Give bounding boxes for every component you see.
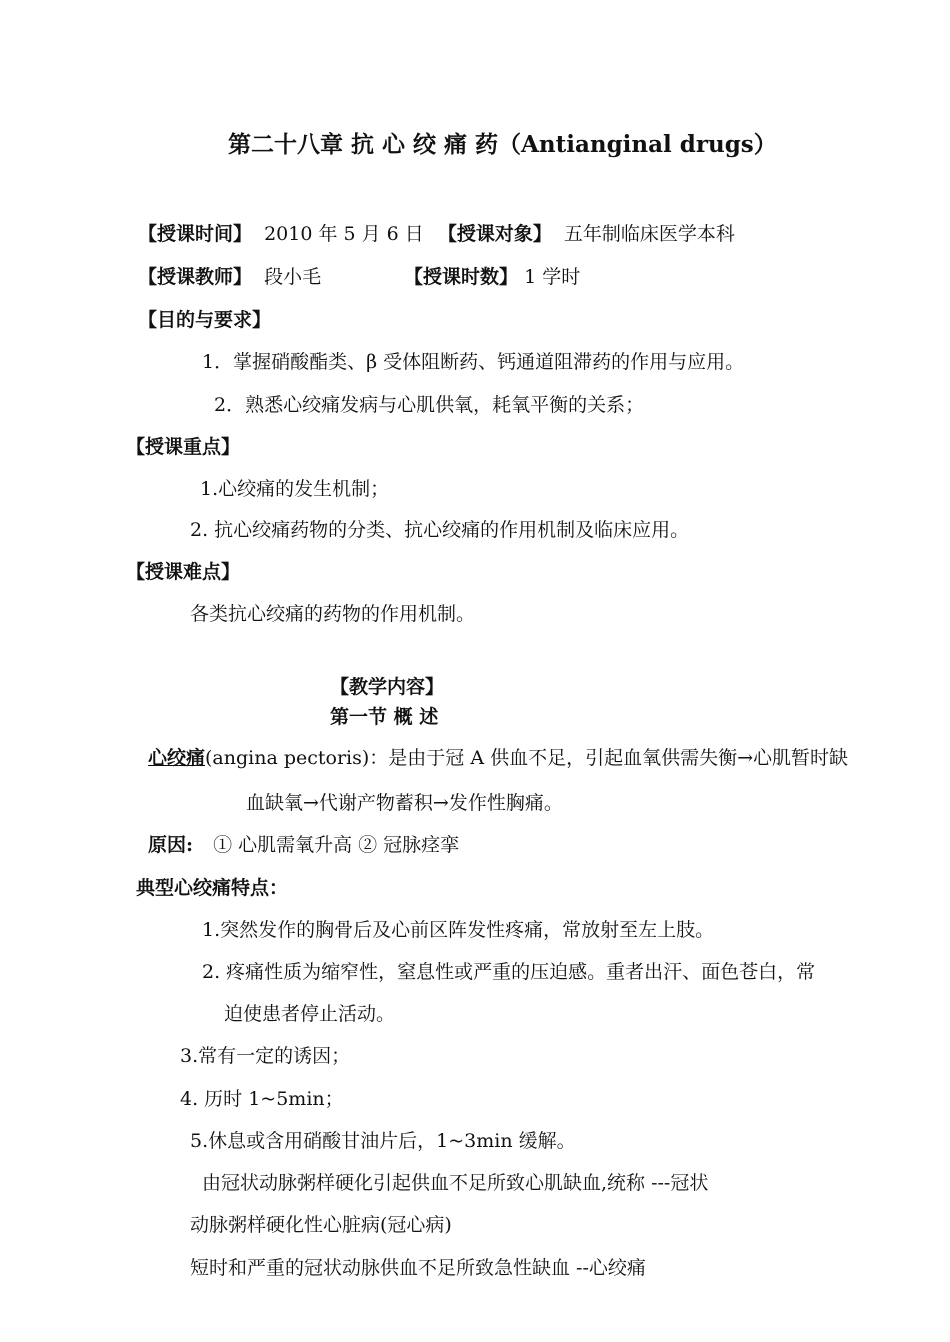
info-line-2	[138, 264, 321, 290]
objective-item-1: 1．掌握硝酸酯类、β 受体阻断药、钙通道阻滞药的作用与应用。	[202, 351, 745, 373]
info-hours	[404, 264, 580, 290]
feature-item-3: 3.常有一定的诱因；	[180, 1045, 351, 1067]
causes-label: 原因:	[148, 834, 194, 856]
difficulties-heading: 【授课难点】	[126, 561, 241, 583]
key-point-item-2: 2. 抗心绞痛药物的分类、抗心绞痛的作用机制及临床应用。	[190, 519, 690, 541]
feature-item-5: 5.休息或含用硝酸甘油片后，1~3min 缓解。	[190, 1130, 576, 1152]
note-line-3: 短时和严重的冠状动脉供血不足所致急性缺血 --心绞痛	[190, 1257, 646, 1279]
section-title: 第一节 概 述	[330, 706, 439, 728]
objective-item-2: 2．熟悉心绞痛发病与心肌供氧，耗氧平衡的关系；	[214, 394, 645, 416]
time-value: 2010 年 5 月 6 日	[264, 223, 424, 245]
causes-text: ① 心肌需氧升高 ② 冠脉痉挛	[213, 834, 460, 856]
key-points-heading: 【授课重点】	[126, 436, 241, 458]
note-line-1: 由冠状动脉粥样硬化引起供血不足所致心肌缺血,统称 ---冠状	[202, 1172, 709, 1194]
causes-line	[148, 832, 459, 858]
objectives-heading: 【目的与要求】	[138, 309, 272, 331]
info-line-1	[138, 221, 735, 247]
audience-label: 【授课对象】	[437, 223, 552, 245]
feature-item-4: 4. 历时 1~5min；	[180, 1088, 344, 1110]
definition-text: (angina pectoris)：是由于冠 A 供血不足，引起血氧供需失衡→心肌暂时缺	[205, 747, 849, 769]
feature-item-2-cont: 迫使患者停止活动。	[224, 1003, 396, 1025]
difficulty-item-1: 各类抗心绞痛的药物的作用机制。	[190, 603, 476, 625]
teacher-label: 【授课教师】	[138, 266, 253, 288]
hours-label: 【授课时数】	[404, 266, 519, 288]
hours-value: 1 学时	[524, 266, 581, 288]
feature-item-2: 2. 疼痛性质为缩窄性，窒息性或严重的压迫感。重者出汗、面色苍白，常	[202, 961, 816, 983]
definition-line-2: 血缺氧→代谢产物蓄积→发作性胸痛。	[246, 792, 563, 814]
feature-item-1: 1.突然发作的胸骨后及心前区阵发性疼痛，常放射至左上肢。	[202, 919, 715, 941]
audience-value: 五年制临床医学本科	[563, 223, 735, 245]
content-heading: 【教学内容】	[330, 676, 445, 698]
teacher-value: 段小毛	[264, 266, 322, 288]
note-line-2: 动脉粥样硬化性心脏病(冠心病)	[190, 1214, 452, 1236]
definition-line-1	[148, 745, 848, 771]
key-point-item-1: 1.心绞痛的发生机制；	[200, 478, 390, 500]
features-heading: 典型心绞痛特点：	[136, 877, 289, 899]
time-label: 【授课时间】	[138, 223, 253, 245]
definition-term: 心绞痛	[148, 747, 206, 769]
page-title: 第二十八章 抗 心 绞 痛 药（Antianginal drugs）	[228, 131, 777, 158]
